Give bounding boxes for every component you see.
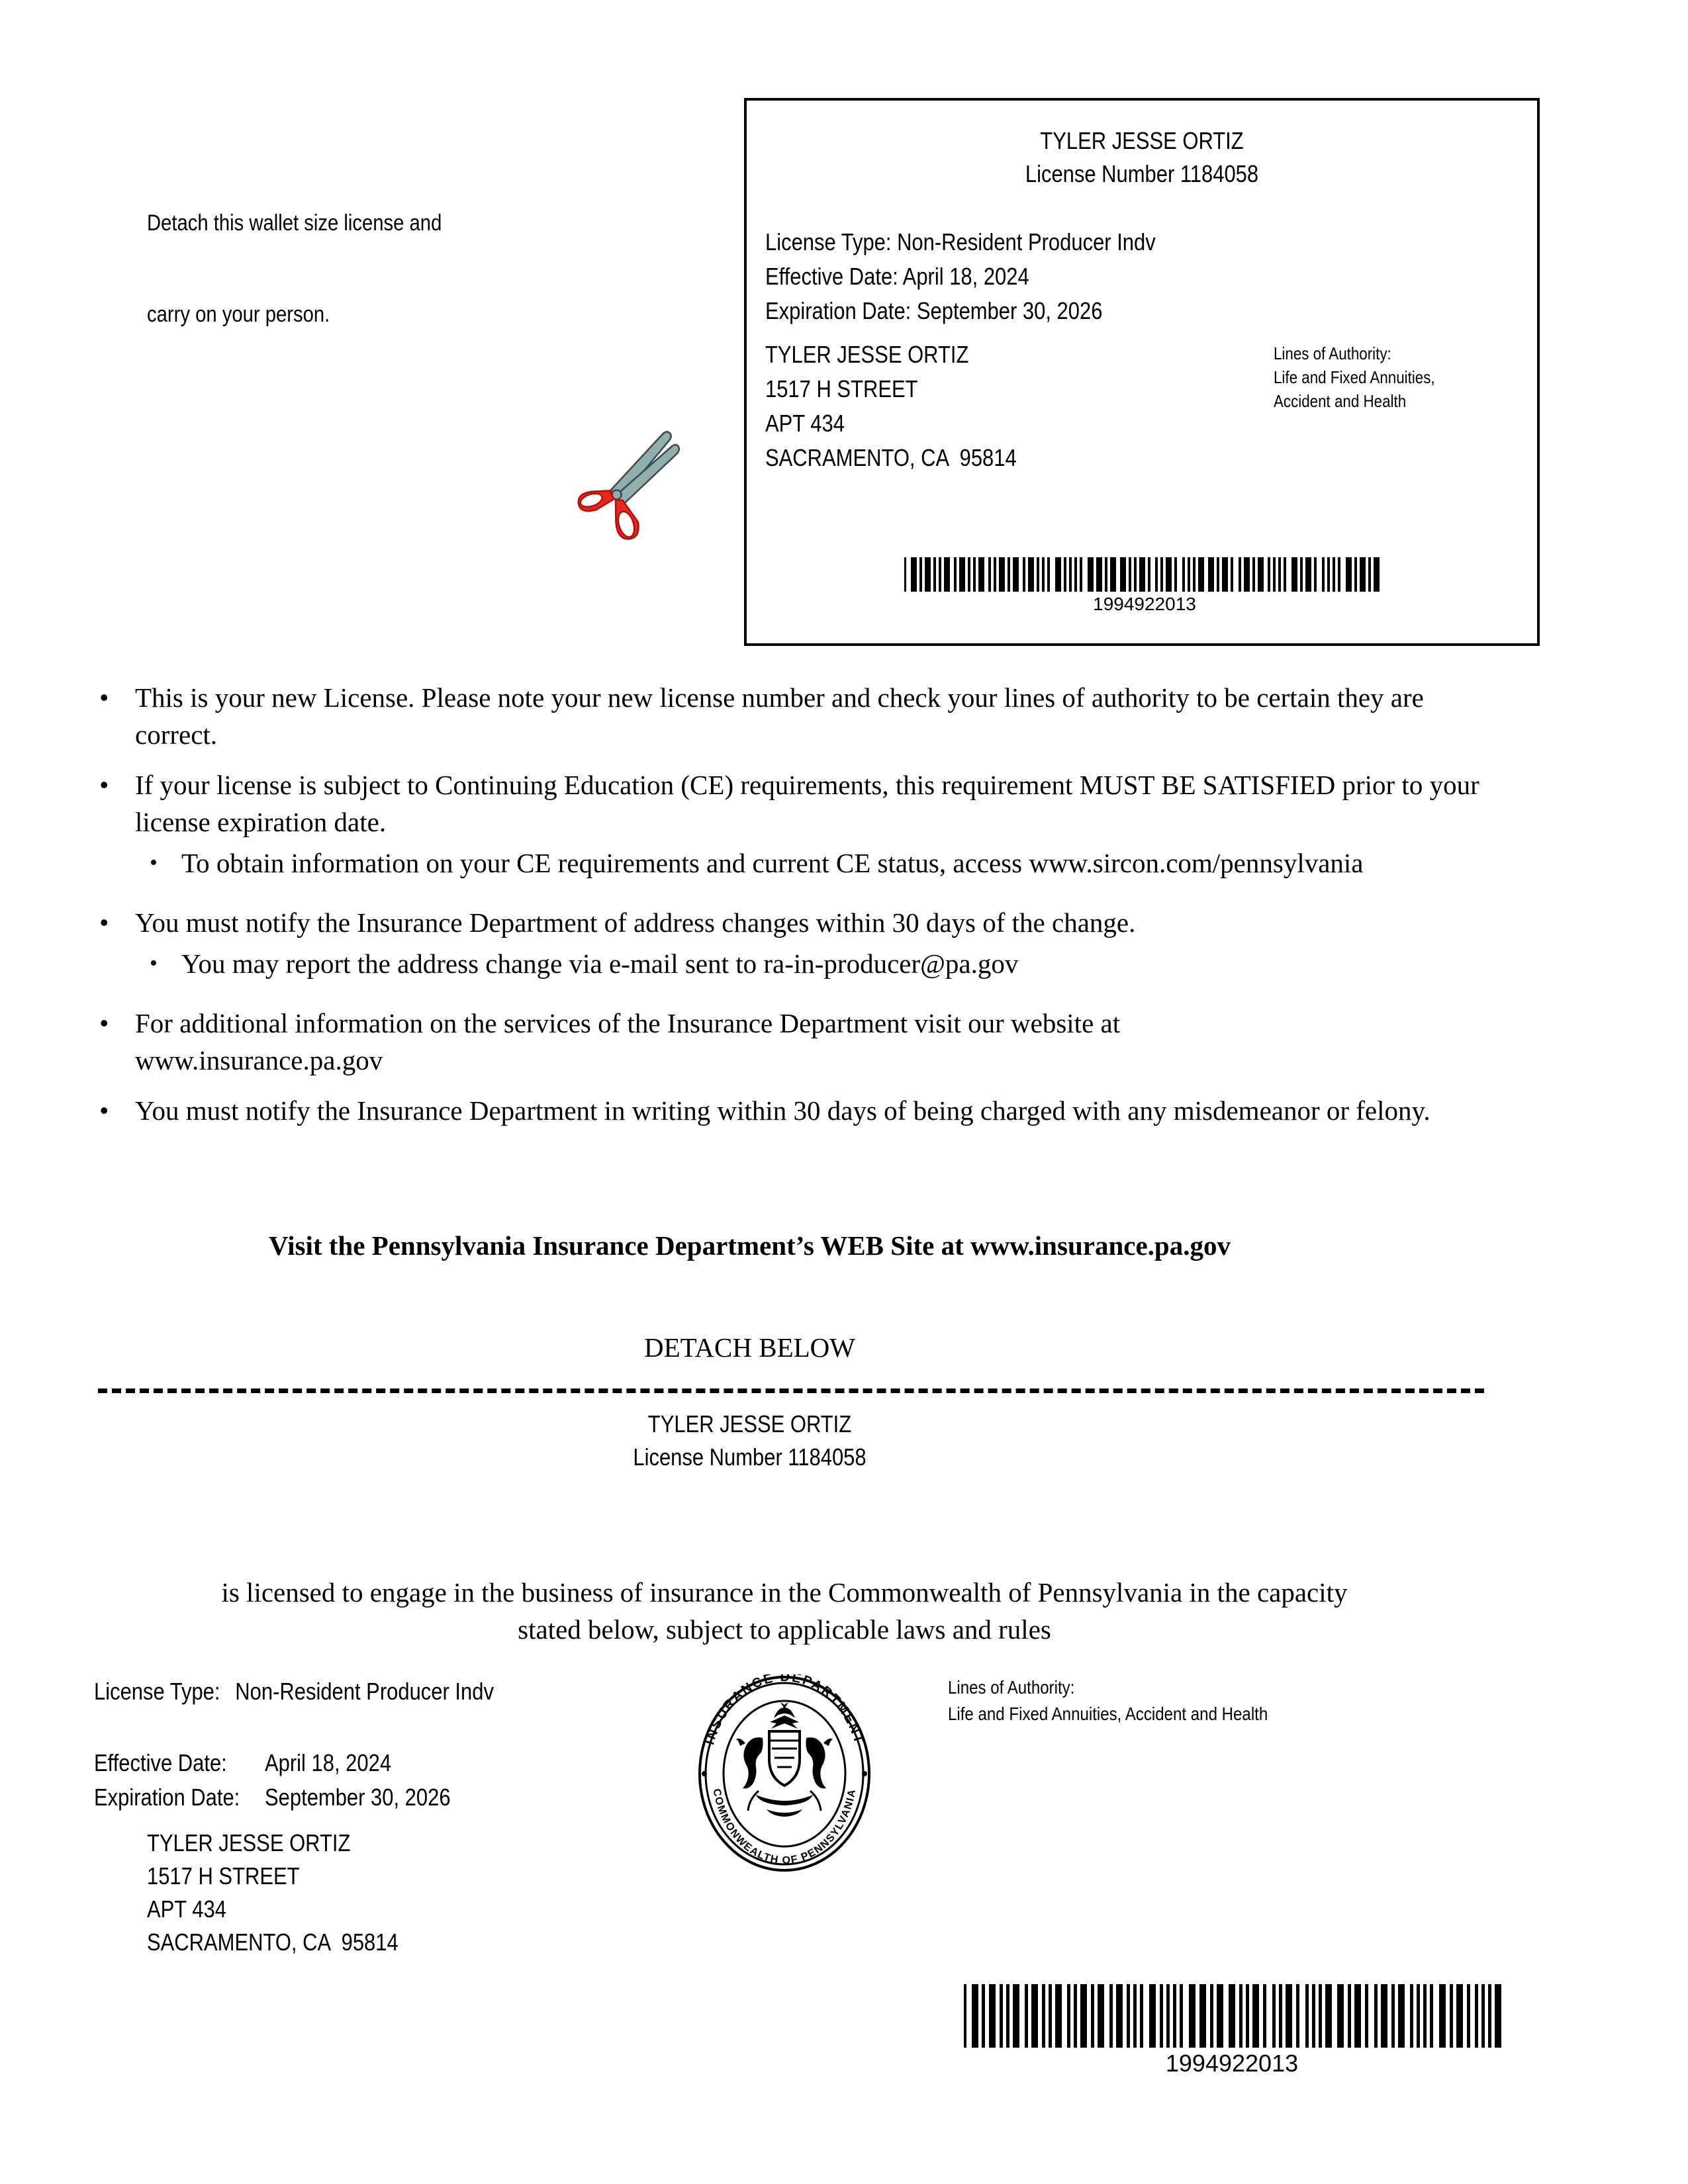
wallet-card-expiration-date: Expiration Date: September 30, 2026 <box>765 297 1103 324</box>
notice-subitem <box>150 844 1503 882</box>
lower-licensee-name: TYLER JESSE ORTIZ <box>647 1410 852 1437</box>
web-site-callout: Visit the Pennsylvania Insurance Department’s WEB Site at www.insurance.pa.gov <box>269 1230 1231 1261</box>
wallet-card-address-name: TYLER JESSE ORTIZ <box>765 341 969 368</box>
notice-text: If your license is subject to Continuing Education (CE) requirements, this requirement MUST BE SATISFIED prior to your license expiration date. <box>135 770 1479 837</box>
wallet-card-lines-of-authority <box>1274 341 1461 413</box>
lower-expiration-date-label: Expiration Date: <box>94 1784 240 1811</box>
wallet-card-details <box>765 225 1219 328</box>
pennsylvania-insurance-department-seal-icon <box>688 1674 880 1873</box>
lower-address-street: 1517 H STREET <box>147 1862 300 1889</box>
lower-expiration-date-value: September 30, 2026 <box>265 1784 451 1811</box>
license-statement <box>99 1574 1470 1648</box>
license-statement-line1: is licensed to engage in the business of insurance in the Commonwealth of Pennsylvania in the capacity <box>221 1577 1348 1608</box>
notice-text: This is your new License. Please note your new license number and check your lines of authority to be certain they are correct. <box>135 682 1424 750</box>
notices-list <box>99 679 1503 1142</box>
wallet-card-barcode-number: 1994922013 <box>1093 594 1196 614</box>
svg-text:COMMONWEALTH OF PENNSYLVANIA: COMMONWEALTH OF PENNSYLVANIA <box>710 1788 859 1867</box>
wallet-card-address-city-state-zip: SACRAMENTO, CA 95814 <box>765 444 1017 471</box>
notice-subitem <box>150 945 1503 982</box>
notice-text: You must notify the Insurance Department in writing within 30 days of being charged with any misdemeanor or felony. <box>135 1095 1430 1126</box>
notice-text: You must notify the Insurance Department of address changes within 30 days of the change. <box>135 907 1136 938</box>
bottom-barcode <box>961 1984 1503 2048</box>
wallet-card-barcode <box>903 557 1386 592</box>
wallet-card-barcode-area <box>903 557 1386 615</box>
detach-below-label: DETACH BELOW <box>644 1332 855 1363</box>
lower-effective-date-value: April 18, 2024 <box>265 1749 392 1776</box>
wallet-card-licensee-name: TYLER JESSE ORTIZ <box>1040 127 1244 154</box>
notice-item <box>99 1092 1503 1129</box>
wallet-license-card <box>744 98 1540 646</box>
lower-license-dates <box>94 1746 508 1815</box>
wallet-card-effective-date: Effective Date: April 18, 2024 <box>765 263 1029 290</box>
detach-instruction-line2: carry on your person. <box>147 302 330 327</box>
notice-sublist <box>99 945 1503 982</box>
wallet-card-address-unit: APT 434 <box>765 410 845 437</box>
lower-license-number: License Number 1184058 <box>633 1443 867 1471</box>
bottom-barcode-area <box>961 1984 1503 2078</box>
bullet-icon: • <box>150 850 158 875</box>
wallet-card-license-type: License Type: Non-Resident Producer Indv <box>765 228 1156 255</box>
notice-sublist <box>99 844 1503 882</box>
wallet-card-address-street: 1517 H STREET <box>765 375 918 402</box>
notice-text: For additional information on the services of the Insurance Department visit our website at www.insurance.pa.gov <box>135 1008 1121 1075</box>
lower-address-name: TYLER JESSE ORTIZ <box>147 1829 351 1856</box>
notice-item <box>99 766 1503 841</box>
wallet-card-loa-heading: Lines of Authority: <box>1274 343 1391 363</box>
lower-address-unit: APT 434 <box>147 1895 226 1923</box>
wallet-card-loa-line2: Accident and Health <box>1274 391 1407 411</box>
lower-license-type-row <box>94 1674 559 1709</box>
bullet-icon: • <box>99 682 109 713</box>
lower-lines-of-authority <box>948 1674 1320 1727</box>
detach-instruction <box>147 147 545 390</box>
bullet-icon: • <box>99 907 109 938</box>
notice-subtext: To obtain information on your CE requirements and current CE status, access www.sircon.com/pennsylvania <box>181 848 1364 878</box>
bullet-icon: • <box>150 951 158 976</box>
lower-address-block <box>147 1827 440 1959</box>
wallet-card-address-block <box>765 338 1058 475</box>
lower-loa-line1: Life and Fixed Annuities, Accident and Health <box>948 1704 1268 1724</box>
scissors-icon <box>568 421 707 547</box>
notice-item <box>99 904 1503 941</box>
bullet-icon: • <box>99 770 109 800</box>
license-statement-line2: stated below, subject to applicable laws and rules <box>518 1614 1051 1645</box>
lower-license-type-label: License Type: <box>94 1678 220 1705</box>
notice-subtext: You may report the address change via e-mail sent to ra-in-producer@pa.gov <box>181 948 1019 979</box>
lower-loa-heading: Lines of Authority: <box>948 1677 1075 1698</box>
lower-effective-date-label: Effective Date: <box>94 1749 227 1776</box>
detach-instruction-line1: Detach this wallet size license and <box>147 210 442 236</box>
notice-item <box>99 1005 1503 1079</box>
notice-item <box>99 679 1503 753</box>
bottom-barcode-number: 1994922013 <box>1165 2050 1299 2077</box>
wallet-card-license-number: License Number 1184058 <box>1025 160 1259 187</box>
bullet-icon: • <box>99 1095 109 1126</box>
svg-text:INSURANCE DEPARTMENT: INSURANCE DEPARTMENT <box>702 1674 867 1747</box>
bullet-icon: • <box>99 1008 109 1038</box>
wallet-card-loa-line1: Life and Fixed Annuities, <box>1274 367 1435 387</box>
lower-license-type-value: Non-Resident Producer Indv <box>235 1678 494 1705</box>
detach-dashed-line <box>98 1388 1484 1393</box>
lower-address-city-state-zip: SACRAMENTO, CA 95814 <box>147 1929 399 1956</box>
